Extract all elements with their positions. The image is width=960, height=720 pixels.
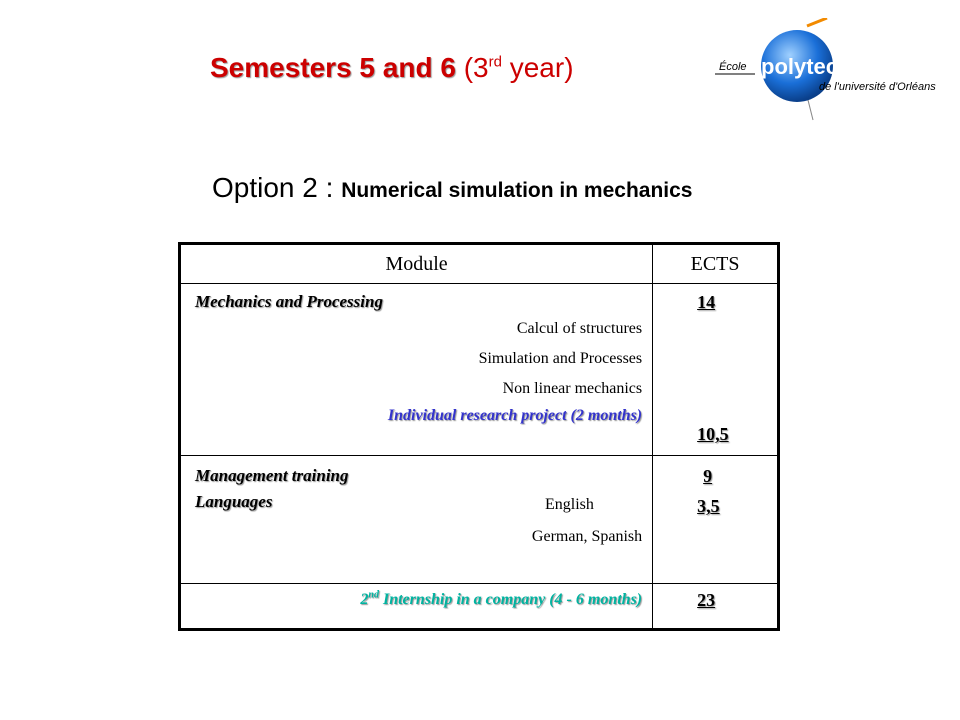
mechanics-heading: Mechanics and Processing — [195, 292, 383, 311]
module-item: Calcul of structures — [516, 320, 643, 337]
module-cell-internship — [180, 584, 653, 630]
module-cell-mechanics — [180, 284, 653, 456]
table-header-row — [180, 244, 779, 284]
title-year: (3rd year) — [463, 52, 574, 83]
title-semesters: Semesters 5 and 6 — [210, 52, 456, 83]
logo-name-text: polytechnique — [761, 54, 911, 79]
ects-management: 9 — [703, 466, 713, 486]
languages-heading: Languages — [195, 492, 273, 511]
table-row — [180, 456, 779, 584]
ects-cell-mechanics — [653, 284, 779, 456]
polytechnique-logo — [715, 18, 955, 128]
language-other: German, Spanish — [531, 528, 643, 545]
management-heading: Management training — [195, 466, 349, 485]
option-heading — [212, 172, 692, 204]
ects-internship: 23 — [697, 590, 716, 610]
module-item: Simulation and Processes — [478, 350, 643, 367]
ects-mechanics: 14 — [697, 292, 716, 312]
header-module: Module — [180, 244, 653, 284]
page-title — [210, 52, 574, 84]
table-row — [180, 284, 779, 456]
ects-cell-internship — [653, 584, 779, 630]
research-project: Individual research project (2 months) — [387, 407, 643, 424]
modules-table — [178, 242, 780, 631]
ects-languages: 3,5 — [697, 496, 720, 516]
option-name: Numerical simulation in mechanics — [341, 179, 693, 202]
language-english: English — [545, 496, 594, 513]
internship-text: 2nd Internship in a company (4 - 6 months) — [360, 590, 643, 609]
option-label: Option 2 : — [212, 172, 342, 203]
module-cell-management — [180, 456, 653, 584]
ects-project: 10,5 — [697, 424, 729, 444]
ects-cell-management — [653, 456, 779, 584]
logo-ecole-text: École — [719, 61, 747, 73]
module-item: Non linear mechanics — [502, 380, 643, 397]
logo-subtitle-text: de l'université d'Orléans — [819, 81, 936, 93]
header-ects: ECTS — [653, 244, 779, 284]
table-row — [180, 584, 779, 630]
